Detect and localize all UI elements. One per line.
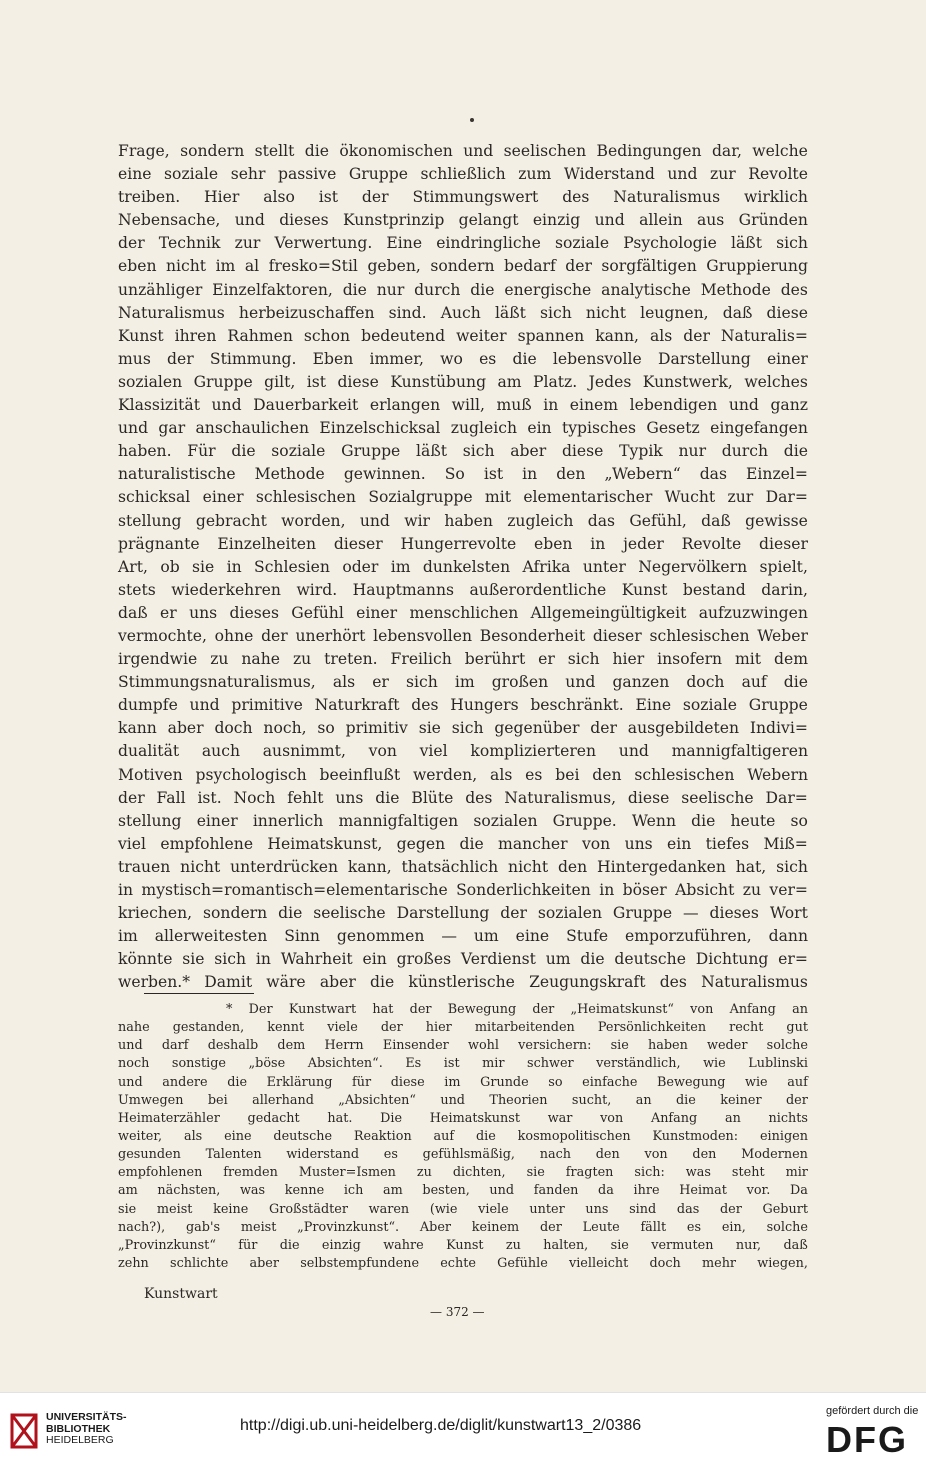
footnote-line: nach?), gab's meist „Provinzkunst“. Aber keinem der Leute fällt es ein, solche [118,1219,808,1235]
footnote-line: empfohlenen fremden Muster=Ismen zu dichten, sie fragten sich: was steht mir [118,1165,808,1181]
text-line: unzähliger Einzelfaktoren, die nur durch die energische analytische Methode des [118,280,808,299]
text-line: kriechen, sondern die seelische Darstellung der sozialen Gruppe — dieses Wort [118,904,808,923]
text-line: der Technik zur Verwertung. Eine eindringliche soziale Psychologie läßt sich [118,234,808,253]
footnote-line: und andere die Erklärung für diese im Grunde so einfache Bewegung wie auf [118,1074,808,1090]
text-line: stets wiederkehren wird. Hauptmanns außerordentliche Kunst bestand darin, [118,580,808,599]
text-line: stellung gebracht worden, und wir haben zugleich das Gefühl, daß gewisse [118,511,808,530]
text-line: mus der Stimmung. Eben immer, wo es die lebensvolle Darstellung einer [118,349,808,368]
footnote-line: Heimaterzähler gedacht hat. Die Heimatskunst war von Anfang an nichts [118,1110,808,1126]
text-line: stellung einer innerlich mannigfaltigen sozialen Gruppe. Wenn die heute so [118,811,808,830]
text-line: eine soziale sehr passive Gruppe schließlich zum Widerstand und zur Revolte [118,165,808,184]
text-line: trauen nicht unterdrücken kann, thatsächlich nicht den Hintergedanken hat, sich [118,857,808,876]
text-line: prägnante Einzelheiten dieser Hungerrevolte eben in jeder Revolte dieser [118,534,808,553]
text-line: Motiven psychologisch beeinflußt werden, als es bei den schlesischen Webern [118,765,808,784]
library-name-line-1: UNIVERSITÄTS- [46,1411,127,1423]
text-line: haben. Für die soziale Gruppe läßt sich aber diese Typik nur durch die [118,442,808,461]
text-line: Kunst ihren Rahmen schon bedeutend weiter spannen kann, als der Naturalis= [118,326,808,345]
footnote-line: und darf deshalb dem Herrn Einsender wohl versichern: sie haben weder solche [118,1038,808,1054]
text-line: Stimmungsnaturalismus, als er sich im großen und ganzen doch auf die [118,673,808,692]
library-name-line-2: BIBLIOTHEK [46,1422,111,1435]
text-line: eben nicht im al fresko=Stil geben, sondern bedarf der sorgfältigen Gruppierung [118,257,808,276]
text-line: dualität auch ausnimmt, von viel komplizierteren und mannigfaltigeren [118,742,808,761]
text-line: daß er uns dieses Gefühl einer menschlichen Allgemeingültigkeit aufzuzwingen [118,603,808,622]
dfg-logo: DFG [826,1419,908,1460]
text-line: kann aber doch noch, so primitiv sie sich gegenüber der ausgebildeten Indivi= [118,719,808,738]
text-line: und gar anschaulichen Einzelschicksal zugleich ein typisches Gesetz eingefangen [118,419,808,438]
university-library-logo-icon [8,1413,40,1449]
page-url-link[interactable]: http://digi.ub.uni-heidelberg.de/diglit/kunstwart13_2/0386 [240,1417,642,1434]
page-number: — 372 — [430,1305,485,1319]
footnote-line: am nächsten, was kenne ich am besten, und fanden da ihre Heimat vor. Da [118,1183,808,1199]
text-line: viel empfohlene Heimatskunst, gegen die mancher von uns ein tiefes Miß= [118,834,808,853]
text-line: der Fall ist. Noch fehlt uns die Blüte des Naturalismus, diese seelische Dar= [118,788,808,807]
text-line: werben.* Damit wäre aber die künstlerische Zeugungskraft des Naturalismus [118,973,808,992]
footnote-line: sie meist keine Großstädter waren (wie viele unter uns sind das der Geburt [118,1201,808,1217]
text-line: Frage, sondern stellt die ökonomischen und seelischen Bedingungen dar, welche [118,142,808,160]
text-line: Klassizität und Dauerbarkeit erlangen will, muß in einem lebendigen und ganz [118,396,808,415]
footnote-line: noch sonstige „böse Absichten“. Es ist mir schwer verständlich, wie Lublinski [118,1056,808,1072]
footnote-line: nahe gestanden, kennt viele der hier mitarbeitenden Persönlichkeiten recht gut [118,1020,808,1036]
library-name [46,1412,127,1447]
text-line: im allerweitesten Sinn genommen — um eine Stufe emporzuführen, dann [118,927,808,946]
viewer-footer [0,1392,926,1467]
ink-speck [470,118,474,122]
text-line: vermochte, ohne der unerhört lebensvollen Besonderheit dieser schlesischen Weber [118,626,808,645]
library-city: HEIDELBERG [46,1434,114,1446]
footnote-divider [144,993,254,994]
footnote-line: „Provinzkunst“ für die einzig wahre Kunst zu halten, sie vermuten nur, daß [118,1237,808,1253]
text-line: naturalistische Methode gewinnen. So ist in den „Webern“ das Einzel= [118,465,808,484]
funded-by-label: gefördert durch die [826,1405,919,1417]
footnote-line: zehn schlichte aber selbstempfundene echte Gefühle vielleicht doch mehr wiegen, [118,1255,808,1271]
text-line: in mystisch=romantisch=elementarische Sonderlichkeiten in böser Absicht zu ver= [118,881,808,899]
footnote-block [118,1001,808,1273]
running-foot: Kunstwart [144,1286,218,1302]
footnote-line: Umwegen bei allerhand „Absichten“ und Theorien sucht, an die keiner der [118,1092,808,1108]
text-line: treiben. Hier also ist der Stimmungswert des Naturalismus wirklich [118,188,808,207]
text-line: schicksal einer schlesischen Sozialgruppe mit elementarischer Wucht zur Dar= [118,488,808,507]
main-text-block [118,140,808,994]
footnote-line: weiter, als eine deutsche Reaktion auf die kosmopolitischen Kunstmoden: einigen [118,1128,808,1144]
text-line: dumpfe und primitive Naturkraft des Hungers beschränkt. Eine soziale Gruppe [118,696,808,715]
text-line: Naturalismus herbeizuschaffen sind. Auch läßt sich nicht leugnen, daß diese [118,303,808,322]
footnote-line: * Der Kunstwart hat der Bewegung der „Heimatskunst“ von Anfang an [226,1002,808,1017]
text-line: Nebensache, und dieses Kunstprinzip gelangt einzig und allein aus Gründen [118,211,808,230]
text-line: Art, ob sie in Schlesien oder im dunkelsten Afrika unter Negervölkern spielt, [118,557,808,576]
text-line: sozialen Gruppe gilt, ist diese Kunstübung am Platz. Jedes Kunstwerk, welches [118,372,808,391]
text-line: irgendwie zu nahe zu treten. Freilich berührt er sich hier insofern mit dem [118,650,808,669]
text-line: könnte sie sich in Wahrheit ein großes Verdienst um die deutsche Dichtung er= [118,950,808,969]
footnote-line: gesunden Talenten widerstand es gefühlsmäßig, nach den von den Modernen [118,1147,808,1163]
